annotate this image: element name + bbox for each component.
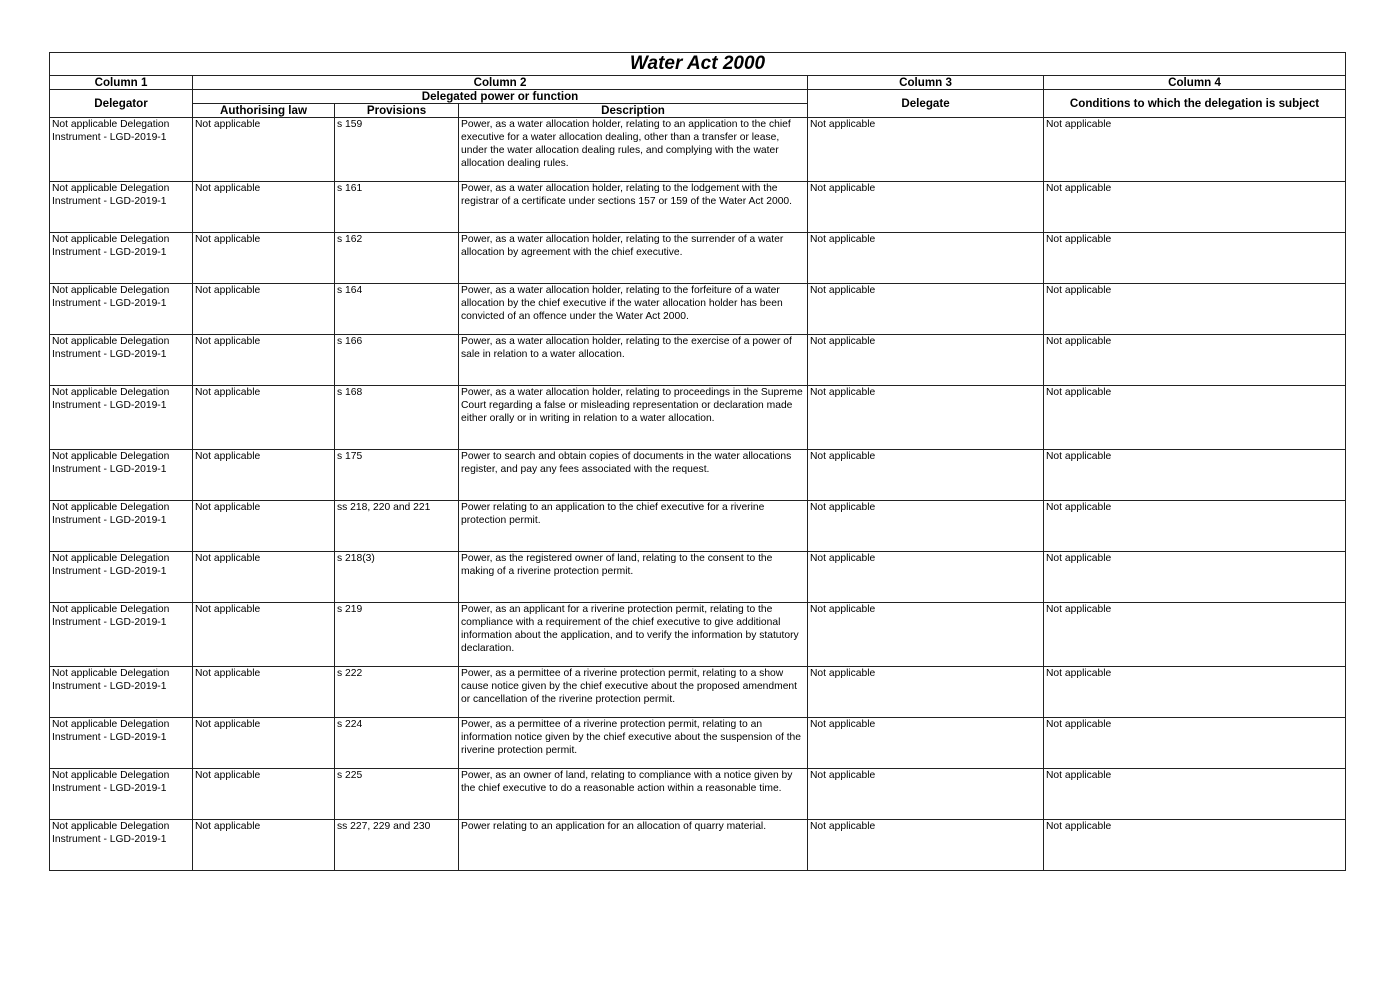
delegator-cell: Not applicable Delegation Instrument - LGD-2019-1 [50,233,193,284]
provisions-cell: s 224 [335,718,459,769]
column-2-header: Column 2 [193,76,808,90]
conditions-cell: Not applicable [1044,386,1346,450]
delegator-cell: Not applicable Delegation Instrument - LGD-2019-1 [50,667,193,718]
conditions-cell: Not applicable [1044,182,1346,233]
conditions-cell: Not applicable [1044,820,1346,871]
column-4-header: Column 4 [1044,76,1346,90]
delegate-cell: Not applicable [808,769,1044,820]
description-cell: Power, as a permittee of a riverine protection permit, relating to a show cause notice given by the chief executive about the proposed amendment or cancellation of the riverine protection permit. [459,667,808,718]
provisions-cell: s 159 [335,118,459,182]
table-row [50,335,1346,386]
description-cell: Power, as a water allocation holder, relating to the forfeiture of a water allocation by the chief executive if the water allocation holder has been convicted of an offence under the Water Act 2000. [459,284,808,335]
authorising-law-cell: Not applicable [193,603,335,667]
delegate-cell: Not applicable [808,603,1044,667]
conditions-cell: Not applicable [1044,552,1346,603]
provisions-cell: s 222 [335,667,459,718]
description-cell: Power, as a water allocation holder, relating to the surrender of a water allocation by agreement with the chief executive. [459,233,808,284]
table-row [50,552,1346,603]
table-row [50,769,1346,820]
authorising-law-cell: Not applicable [193,769,335,820]
delegated-power-header: Delegated power or function [193,90,808,104]
authorising-law-cell: Not applicable [193,335,335,386]
delegate-cell: Not applicable [808,820,1044,871]
provisions-cell: s 175 [335,450,459,501]
provisions-header: Provisions [335,104,459,118]
delegator-cell: Not applicable Delegation Instrument - LGD-2019-1 [50,820,193,871]
column-1-header: Column 1 [50,76,193,90]
conditions-header: Conditions to which the delegation is subject [1044,90,1346,118]
delegator-cell: Not applicable Delegation Instrument - LGD-2019-1 [50,450,193,501]
conditions-cell: Not applicable [1044,501,1346,552]
table-row [50,603,1346,667]
column-3-header: Column 3 [808,76,1044,90]
description-cell: Power, as a water allocation holder, relating to an application to the chief executive for a water allocation dealing, other than a transfer or lease, under the water allocation dealing rules, and complying with the water allocation dealing rules. [459,118,808,182]
delegation-table [49,52,1346,871]
delegate-cell: Not applicable [808,667,1044,718]
delegator-cell: Not applicable Delegation Instrument - LGD-2019-1 [50,552,193,603]
table-row [50,820,1346,871]
table-title: Water Act 2000 [50,53,1346,76]
provisions-cell: s 219 [335,603,459,667]
delegate-cell: Not applicable [808,718,1044,769]
provisions-cell: s 168 [335,386,459,450]
table-row [50,667,1346,718]
description-cell: Power, as a water allocation holder, relating to the exercise of a power of sale in relation to a water allocation. [459,335,808,386]
provisions-cell: s 166 [335,335,459,386]
delegate-header: Delegate [808,90,1044,118]
table-row [50,386,1346,450]
conditions-cell: Not applicable [1044,233,1346,284]
authorising-law-cell: Not applicable [193,118,335,182]
delegate-cell: Not applicable [808,182,1044,233]
provisions-cell: ss 227, 229 and 230 [335,820,459,871]
delegator-cell: Not applicable Delegation Instrument - LGD-2019-1 [50,335,193,386]
conditions-cell: Not applicable [1044,667,1346,718]
delegator-cell: Not applicable Delegation Instrument - LGD-2019-1 [50,284,193,335]
delegate-cell: Not applicable [808,118,1044,182]
provisions-cell: s 225 [335,769,459,820]
provisions-cell: ss 218, 220 and 221 [335,501,459,552]
provisions-cell: s 164 [335,284,459,335]
table-row [50,118,1346,182]
provisions-cell: s 218(3) [335,552,459,603]
delegator-header: Delegator [50,90,193,118]
authorising-law-cell: Not applicable [193,182,335,233]
authorising-law-cell: Not applicable [193,284,335,335]
provisions-cell: s 162 [335,233,459,284]
table-row [50,284,1346,335]
table-row [50,233,1346,284]
delegator-cell: Not applicable Delegation Instrument - LGD-2019-1 [50,182,193,233]
delegate-cell: Not applicable [808,450,1044,501]
description-cell: Power, as an owner of land, relating to compliance with a notice given by the chief executive to do a reasonable action within a reasonable time. [459,769,808,820]
authorising-law-cell: Not applicable [193,820,335,871]
conditions-cell: Not applicable [1044,450,1346,501]
description-cell: Power to search and obtain copies of documents in the water allocations register, and pay any fees associated with the request. [459,450,808,501]
authorising-law-cell: Not applicable [193,386,335,450]
description-cell: Power, as an applicant for a riverine protection permit, relating to the compliance with a requirement of the chief executive to give additional information about the application, and to verify the information by statutory declaration. [459,603,808,667]
conditions-cell: Not applicable [1044,718,1346,769]
delegate-cell: Not applicable [808,233,1044,284]
description-header: Description [459,104,808,118]
table-row [50,718,1346,769]
delegate-cell: Not applicable [808,284,1044,335]
delegate-cell: Not applicable [808,552,1044,603]
conditions-cell: Not applicable [1044,335,1346,386]
delegator-cell: Not applicable Delegation Instrument - LGD-2019-1 [50,603,193,667]
delegate-cell: Not applicable [808,386,1044,450]
description-cell: Power, as a permittee of a riverine protection permit, relating to an information notice given by the chief executive about the suspension of the riverine protection permit. [459,718,808,769]
description-cell: Power, as a water allocation holder, relating to proceedings in the Supreme Court regarding a false or misleading representation or declaration made either orally or in writing in relation to a water allocation. [459,386,808,450]
conditions-cell: Not applicable [1044,118,1346,182]
table-row [50,182,1346,233]
description-cell: Power relating to an application for an allocation of quarry material. [459,820,808,871]
table-row [50,501,1346,552]
delegate-cell: Not applicable [808,335,1044,386]
authorising-law-cell: Not applicable [193,450,335,501]
description-cell: Power, as the registered owner of land, relating to the consent to the making of a riverine protection permit. [459,552,808,603]
description-cell: Power, as a water allocation holder, relating to the lodgement with the registrar of a certificate under sections 157 or 159 of the Water Act 2000. [459,182,808,233]
delegator-cell: Not applicable Delegation Instrument - LGD-2019-1 [50,769,193,820]
delegator-cell: Not applicable Delegation Instrument - LGD-2019-1 [50,718,193,769]
table-row [50,450,1346,501]
authorising-law-cell: Not applicable [193,552,335,603]
authorising-law-cell: Not applicable [193,718,335,769]
conditions-cell: Not applicable [1044,769,1346,820]
delegator-cell: Not applicable Delegation Instrument - LGD-2019-1 [50,386,193,450]
description-cell: Power relating to an application to the chief executive for a riverine protection permit. [459,501,808,552]
delegator-cell: Not applicable Delegation Instrument - LGD-2019-1 [50,501,193,552]
conditions-cell: Not applicable [1044,603,1346,667]
authorising-law-cell: Not applicable [193,501,335,552]
authorising-law-cell: Not applicable [193,233,335,284]
delegator-cell: Not applicable Delegation Instrument - LGD-2019-1 [50,118,193,182]
authorising-law-header: Authorising law [193,104,335,118]
authorising-law-cell: Not applicable [193,667,335,718]
delegate-cell: Not applicable [808,501,1044,552]
conditions-cell: Not applicable [1044,284,1346,335]
provisions-cell: s 161 [335,182,459,233]
